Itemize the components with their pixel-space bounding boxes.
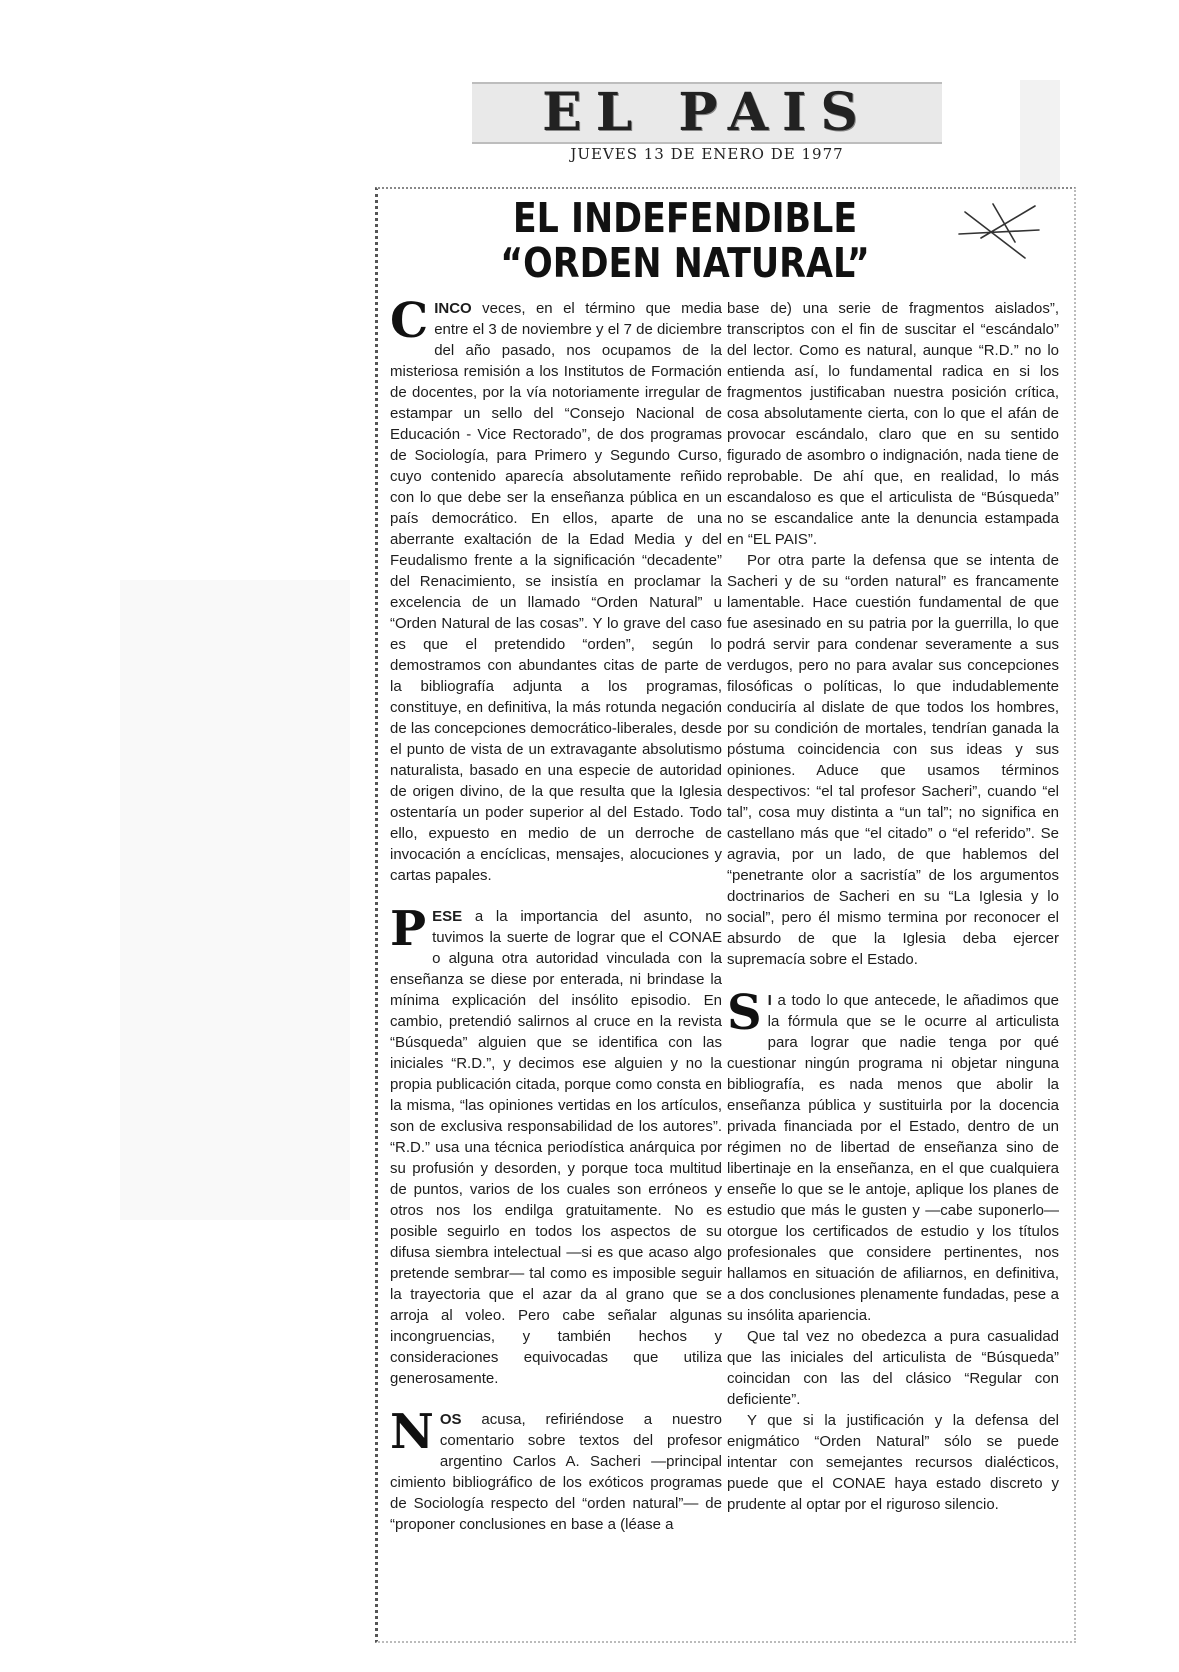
faded-edge-print xyxy=(1020,80,1060,190)
article-paragraph xyxy=(390,1404,722,1535)
paragraph-text: a la importancia del asunto, no tuvimos la suerte de lograr que el CONAE o alguna otra autoridad vinculada con la enseñanza se diese por enterada, ni brindase la mínima explicación del insólito episodio. En cambio, pretendió salirnos al cruce en la revista “Búsqueda” alguien que se identifica con las iniciales “R.D.”, y decimos ese alguien y no la propia publicación citada, porque como consta en la misma, “las opiniones vertidas en los artículos, son de exclusiva responsabilidad de los autores”. “R.D.” usa una técnica periodística anárquica por su profusión y desorden, y porque toca multitud de puntos, varios de los cuales son erróneos y otros nos los endilga gratuitamente. No es posible seguirlo en todos los aspectos de su difusa siembra intelectual —si es que acaso algo pretende sembrar— tal como es imposible seguir la trayectoria que el azar da al grano que se arroja al voleo. Pero cabe señalar algunas incongruencias, y también hechos y consideraciones equivocadas que utiliza generosamente. xyxy=(390,908,722,1387)
headline-line-1: EL INDEFENDIBLE xyxy=(512,194,858,242)
paragraph-lead: ESE xyxy=(432,908,463,925)
newspaper-masthead xyxy=(472,82,942,144)
paragraph-lead: OS xyxy=(439,1411,462,1428)
paragraph-text: veces, en el término que media entre el 3 de noviembre y el 7 de diciembre del año pasado, nos ocupamos de la misteriosa remisión a los Institutos de Formación de docentes, por la vía notoriamente irregular de estampar un sello del “Consejo Nacional de Educación - Vice Rectorado”, de dos programas de Sociología, para Primero y Segundo Curso, cuyo contenido aparecía absolutamente reñido con lo que debe ser la enseñanza pública en un país democrático. En ellos, aparte de una aberrante exaltación de la Edad Media y del Feudalismo frente a la significación “decadente” del Renacimiento, se insistía en proclamar la excelencia de un llamado “Orden Natural” u “Orden Natural de las cosas”. Y lo grave del caso es que el pretendido “orden”, según lo demostramos con abundantes citas de parte de la bibliografía adjunta a los programas, constituye, en definitiva, la más rotunda negación de las concepciones democrático-liberales, desde el punto de vista de un extravagante absolutismo naturalista, basado en una especie de autoridad de origen divino, de la que resulta que la Iglesia ostentaría un poder superior al del Estado. Todo ello, expuesto en medio de un derroche de invocación a encíclicas, mensajes, alocuciones y cartas papales. xyxy=(390,300,722,884)
paragraph-text: acusa, refiriéndose a nuestro comentario sobre textos del profesor argentino Carlos A. Sacheri —principal cimiento bibliográfico de los exóticos programas de Sociología respecto del “orden natural”— de “proponer conclusiones en base a (léase a xyxy=(390,1411,722,1533)
masthead-title: EL PAIS xyxy=(542,82,872,143)
paragraph-lead: I xyxy=(767,992,772,1009)
drop-cap: N xyxy=(390,1404,434,1460)
article-paragraph xyxy=(390,901,722,1389)
drop-cap: P xyxy=(390,901,427,957)
article-headline xyxy=(422,196,949,286)
drop-cap: S xyxy=(727,985,762,1041)
article-paragraph xyxy=(727,985,1059,1326)
article-paragraph xyxy=(390,293,722,886)
paragraph-lead: INCO xyxy=(434,300,472,317)
paragraph-text: base de) una serie de fragmentos aislados”, transcriptos con el fin de suscitar el “escándalo” del lector. Como es natural, aunque “R.D.” no lo entienda así, lo fundamental radica en si los fragmentos justificaban nuestra posición crítica, cosa absolutamente cierta, con lo que el afán de provocar escándalo, claro que en su sentido figurado de asombro o indignación, nada tiene de reprobable. De ahí que, en realidad, lo más escandaloso es que el articulista de “Búsqueda” no se escandalice ante la denuncia estampada en “EL PAIS”. xyxy=(727,300,1059,548)
paragraph-text: Y que si la justificación y la defensa del enigmático “Orden Natural” sólo se puede intentar con semejantes recursos dialécticos, puede que el CONAE haya estado discreto y prudente al optar por el riguroso silencio. xyxy=(727,1412,1059,1513)
paragraph-text: Que tal vez no obedezca a pura casualidad que las iniciales del articulista de “Búsqueda” coincidan con las del clásico “Regular con deficiente”. xyxy=(727,1328,1059,1408)
handwritten-star-mark-icon xyxy=(955,198,1043,266)
paragraph-text: Por otra parte la defensa que se intenta de Sacheri y de su “orden natural” es francamente lamentable. Hace cuestión fundamental de que fue asesinado en su patria por la guerrilla, lo que podrá servir para condenar severamente a sus verdugos, pero no para avalar sus concepciones filosóficas o políticas, lo que indudablemente conduciría al dislate de que todos los hombres, por su condición de mortales, tendrían ganada la póstuma coincidencia con sus ideas y sus opiniones. Aduce que usamos términos despectivos: “el tal profesor Sacheri”, cuando “el tal”, cosa muy distinta a “un tal”; no significa en castellano más que “el citado” o “el referido”. Se agravia, por un lado, de que hablemos del “penetrante olor a sacristía” de los argumentos doctrinarios de Sacheri en su “La Iglesia y lo social”, pero él mismo termina por reconocer el absurdo de que la Iglesia deba ejercer supremacía sobre el Estado. xyxy=(727,552,1059,968)
headline-line-2: “ORDEN NATURAL” xyxy=(500,239,870,287)
masthead-date: JUEVES 13 DE ENERO DE 1977 xyxy=(570,145,844,163)
article-paragraph xyxy=(727,1326,1059,1410)
article-column-left xyxy=(390,293,722,1535)
article-paragraph xyxy=(727,298,1059,550)
article-column-right xyxy=(727,298,1059,1515)
paragraph-text: a todo lo que antecede, le añadimos que la fórmula que se le ocurre al articulista para lograr que nadie tenga por qué cuestionar ningún programa ni objetar ninguna bibliografía, es nada menos que abolir la enseñanza pública y sustituirla por la docencia privada financiada por el Estado, dentro de un régimen no de libertad de enseñanza sino de libertinaje en la enseñanza, en el que cualquiera enseñe lo que se le antoje, aplique los planes de estudio que más le gusten y —cabe suponerlo— otorgue los certificados de estudio y los títulos profesionales que considere pertinentes, nos hallamos en situación de afiliarnos, en definitiva, a dos conclusiones plenamente fundadas, pese a su insólita apariencia. xyxy=(727,992,1059,1324)
faded-background-print xyxy=(120,580,350,1220)
drop-cap: C xyxy=(390,293,429,349)
article-paragraph xyxy=(727,550,1059,970)
article-paragraph xyxy=(727,1410,1059,1515)
